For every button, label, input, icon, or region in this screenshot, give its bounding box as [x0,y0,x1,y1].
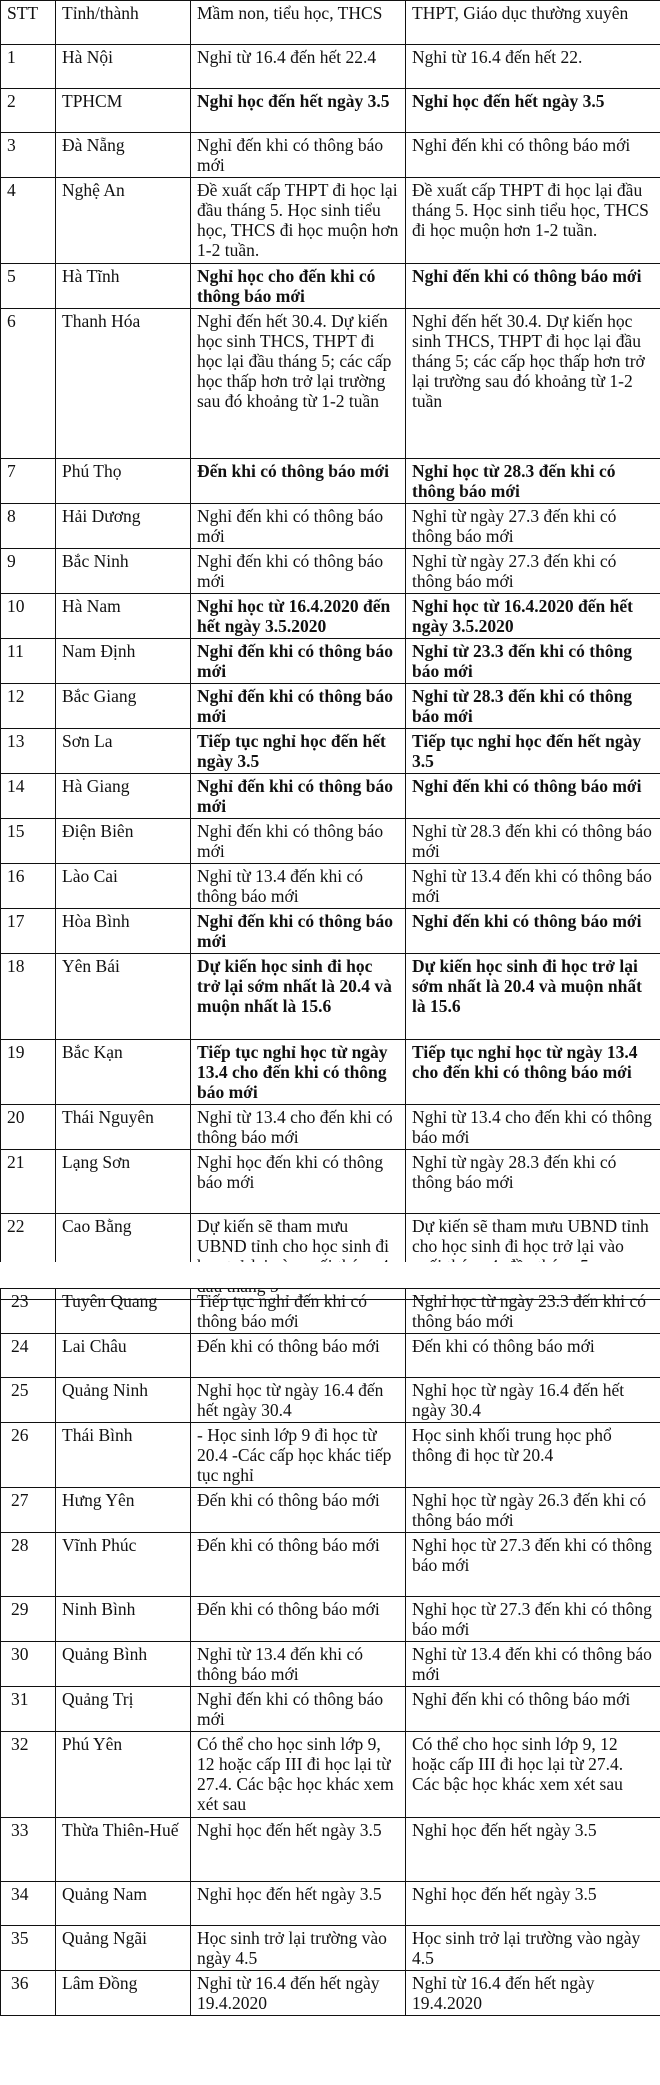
cell-secondary: Đề xuất cấp THPT đi học lại đầu tháng 5. Học sinh tiểu học, THCS đi học muộn hơn 1-2 tuần. [406,178,660,264]
table-body-part-2 [1,1289,660,2016]
cell-primary: Nghỉ đến khi có thông báo mới [191,819,406,864]
table-row [1,133,660,178]
cell-primary: Đề xuất cấp THPT đi học lại đầu tháng 5. Học sinh tiểu học, THCS đi học muộn hơn 1-2 tuần. [191,178,406,264]
cell-stt: 28 [1,1533,56,1597]
cell-stt: 11 [1,639,56,684]
table-row [1,549,660,594]
closure-table-part-2 [0,1288,660,2016]
cell-primary: Tiếp tục nghỉ học từ ngày 13.4 cho đến khi có thông báo mới [191,1040,406,1105]
cell-province: Hà Nội [56,45,191,89]
cell-secondary: Nghỉ từ 13.4 cho đến khi có thông báo mới [406,1105,660,1150]
cell-primary: Có thể cho học sinh lớp 9, 12 hoặc cấp III đi học lại từ 27.4. Các bậc học khác xem xét sau [191,1732,406,1818]
cell-stt: 14 [1,774,56,819]
cell-stt: 21 [1,1150,56,1214]
cell-secondary: Nghỉ từ ngày 28.3 đến khi có thông báo mới [406,1150,660,1214]
cell-primary: Nghỉ đến khi có thông báo mới [191,639,406,684]
cell-secondary: Nghỉ học từ ngày 23.3 đến khi có thông báo mới [406,1289,660,1334]
cell-primary: Tiếp tục nghỉ học đến hết ngày 3.5 [191,729,406,774]
cell-stt: 12 [1,684,56,729]
cell-secondary: Dự kiến học sinh đi học trở lại sớm nhất là 20.4 và muộn nhất là 15.6 [406,954,660,1040]
cell-province: Lạng Sơn [56,1150,191,1214]
cell-stt: 16 [1,864,56,909]
table-row [1,264,660,309]
cell-stt: 2 [1,89,56,133]
cell-province: Quảng Ninh [56,1378,191,1423]
table-row [1,819,660,864]
cell-secondary: Nghỉ đến khi có thông báo mới [406,1687,660,1732]
table-row [1,1818,660,1882]
header-province: Tỉnh/thành [56,1,191,45]
cell-secondary: Nghỉ đến khi có thông báo mới [406,909,660,954]
cell-stt: 33 [1,1818,56,1882]
cell-secondary: Học sinh khối trung học phổ thông đi học từ 20.4 [406,1423,660,1488]
table-body-part-1 [1,45,660,1300]
cell-primary: Nghỉ học đến hết ngày 3.5 [191,89,406,133]
cell-secondary: Tiếp tục nghỉ học đến hết ngày 3.5 [406,729,660,774]
cell-stt: 35 [1,1926,56,1971]
table-row [1,1334,660,1378]
cell-secondary: Nghỉ từ ngày 27.3 đến khi có thông báo mới [406,549,660,594]
cell-secondary: Nghỉ học đến hết ngày 3.5 [406,1882,660,1926]
table-row [1,45,660,89]
cell-secondary: Nghỉ đến khi có thông báo mới [406,133,660,178]
cell-province: Phú Thọ [56,459,191,504]
table-row [1,909,660,954]
cell-stt: 32 [1,1732,56,1818]
cell-secondary: Nghỉ từ 28.3 đến khi có thông báo mới [406,684,660,729]
cell-primary: Đến khi có thông báo mới [191,1533,406,1597]
cell-secondary: Nghỉ học từ 27.3 đến khi có thông báo mới [406,1533,660,1597]
cell-province: Hà Tĩnh [56,264,191,309]
header-secondary: THPT, Giáo dục thường xuyên [406,1,660,45]
cell-province: Quảng Ngãi [56,1926,191,1971]
cell-province: Lai Châu [56,1334,191,1378]
cell-province: Quảng Nam [56,1882,191,1926]
cell-secondary: Nghỉ từ ngày 27.3 đến khi có thông báo mới [406,504,660,549]
cell-secondary: Dự kiến sẽ tham mưu UBND tỉnh cho học sinh đi học trở lại vào [406,1214,660,1300]
table-row [1,774,660,819]
cell-stt: 34 [1,1882,56,1926]
cell-province: Bắc Giang [56,684,191,729]
cell-primary: Nghỉ đến khi có thông báo mới [191,133,406,178]
table-row [1,1289,660,1334]
cell-province: Tuyên Quang [56,1289,191,1334]
cell-stt: 1 [1,45,56,89]
cell-stt: 5 [1,264,56,309]
cell-primary: Nghỉ từ 16.4 đến hết 22.4 [191,45,406,89]
cell-stt: 20 [1,1105,56,1150]
cell-province: Thừa Thiên-Huế [56,1818,191,1882]
table-row [1,1150,660,1214]
table-row [1,1687,660,1732]
cell-stt: 18 [1,954,56,1040]
cell-secondary: Nghỉ học từ 16.4.2020 đến hết ngày 3.5.2020 [406,594,660,639]
cell-stt: 9 [1,549,56,594]
table-row [1,309,660,459]
cell-province: Yên Bái [56,954,191,1040]
table-row [1,684,660,729]
cell-secondary: Nghỉ từ 28.3 đến khi có thông báo mới [406,819,660,864]
cell-secondary: Nghỉ học từ ngày 16.4 đến hết ngày 30.4 [406,1378,660,1423]
cell-province: Hà Nam [56,594,191,639]
cell-primary: Nghỉ học từ ngày 16.4 đến hết ngày 30.4 [191,1378,406,1423]
cell-province: Đà Nẵng [56,133,191,178]
cell-stt: 8 [1,504,56,549]
cell-secondary: Nghỉ học từ ngày 26.3 đến khi có thông báo mới [406,1488,660,1533]
cell-primary: Nghỉ từ 16.4 đến hết ngày 19.4.2020 [191,1971,406,2016]
table-row [1,729,660,774]
cell-primary: Nghỉ học đến hết ngày 3.5 [191,1882,406,1926]
table-row [1,1378,660,1423]
cell-stt: 30 [1,1642,56,1687]
table-row [1,864,660,909]
cell-primary: Nghỉ từ 13.4 cho đến khi có thông báo mới [191,1105,406,1150]
cell-secondary: Nghỉ học từ 28.3 đến khi có thông báo mới [406,459,660,504]
table-row [1,1732,660,1818]
cell-province: TPHCM [56,89,191,133]
cell-secondary: Nghỉ từ 16.4 đến hết 22. [406,45,660,89]
cell-primary: - Học sinh lớp 9 đi học từ 20.4 -Các cấp học khác tiếp tục nghỉ [191,1423,406,1488]
cell-stt: 7 [1,459,56,504]
cell-stt: 24 [1,1334,56,1378]
table-row [1,594,660,639]
cell-province: Phú Yên [56,1732,191,1818]
cell-province: Quảng Bình [56,1642,191,1687]
table-row [1,504,660,549]
cell-province: Sơn La [56,729,191,774]
cell-province: Hòa Bình [56,909,191,954]
cell-stt: 6 [1,309,56,459]
cell-province: Hà Giang [56,774,191,819]
table-row [1,1488,660,1533]
cell-province: Ninh Bình [56,1597,191,1642]
cell-stt: 4 [1,178,56,264]
cell-secondary: Nghỉ từ 13.4 đến khi có thông báo mới [406,864,660,909]
cell-stt: 15 [1,819,56,864]
cell-province: Thanh Hóa [56,309,191,459]
cell-secondary: Nghỉ đến hết 30.4. Dự kiến học sinh THCS, THPT đi học lại đầu tháng 5; các cấp học thấp hơn trở lại trường sau đó khoảng từ 1-2 tuần [406,309,660,459]
cell-province: Cao Bằng [56,1214,191,1300]
cell-primary: Dự kiến học sinh đi học trở lại sớm nhất là 20.4 và muộn nhất là 15.6 [191,954,406,1040]
cell-secondary: Nghỉ từ 23.3 đến khi có thông báo mới [406,639,660,684]
cell-primary: Nghỉ học đến khi có thông báo mới [191,1150,406,1214]
table-row [1,459,660,504]
cell-province: Nghệ An [56,178,191,264]
cell-stt: 25 [1,1378,56,1423]
cell-stt: 29 [1,1597,56,1642]
table-row [1,1533,660,1597]
cell-primary: Nghỉ đến hết 30.4. Dự kiến học sinh THCS, THPT đi học lại đầu tháng 5; các cấp học thấp hơn trở lại trường sau đó khoảng từ 1-2 tuần [191,309,406,459]
cell-primary: Nghỉ đến khi có thông báo mới [191,549,406,594]
cell-secondary: Học sinh trở lại trường vào ngày 4.5 [406,1926,660,1971]
cell-primary: Nghỉ học cho đến khi có thông báo mới [191,264,406,309]
cell-stt: 36 [1,1971,56,2016]
cell-secondary: Nghỉ từ 16.4 đến hết ngày 19.4.2020 [406,1971,660,2016]
cell-primary: Nghỉ đến khi có thông báo mới [191,909,406,954]
cell-stt: 27 [1,1488,56,1533]
table-row [1,1105,660,1150]
cell-stt: 19 [1,1040,56,1105]
page-break-gap [0,1262,660,1288]
table-row [1,1642,660,1687]
cell-stt: 23 [1,1289,56,1334]
cell-province: Quảng Trị [56,1687,191,1732]
cell-primary: Đến khi có thông báo mới [191,1334,406,1378]
cell-secondary: Nghỉ học từ 27.3 đến khi có thông báo mới [406,1597,660,1642]
cell-stt: 22 [1,1214,56,1300]
cell-primary: Nghỉ từ 13.4 đến khi có thông báo mới [191,1642,406,1687]
cell-primary: Nghỉ đến khi có thông báo mới [191,774,406,819]
cell-secondary: Có thể cho học sinh lớp 9, 12 hoặc cấp III đi học lại từ 27.4. Các bậc học khác xem xét sau [406,1732,660,1818]
cell-secondary: Nghỉ học đến hết ngày 3.5 [406,89,660,133]
table-row [1,1423,660,1488]
cell-primary: Nghỉ đến khi có thông báo mới [191,684,406,729]
cell-primary: Nghỉ đến khi có thông báo mới [191,504,406,549]
table-row [1,1882,660,1926]
cell-province: Thái Nguyên [56,1105,191,1150]
cell-province: Lâm Đồng [56,1971,191,2016]
cell-stt: 17 [1,909,56,954]
header-stt: STT [1,1,56,45]
table-row [1,1597,660,1642]
cell-secondary: Nghỉ học đến hết ngày 3.5 [406,1818,660,1882]
cell-stt: 10 [1,594,56,639]
cell-province: Vĩnh Phúc [56,1533,191,1597]
cell-secondary: Nghỉ đến khi có thông báo mới [406,774,660,819]
cell-primary: Học sinh trở lại trường vào ngày 4.5 [191,1926,406,1971]
cell-primary: Nghỉ học đến hết ngày 3.5 [191,1818,406,1882]
cell-province: Nam Định [56,639,191,684]
table-row [1,89,660,133]
cell-secondary: Tiếp tục nghỉ học từ ngày 13.4 cho đến khi có thông báo mới [406,1040,660,1105]
table-row [1,1926,660,1971]
cell-province: Bắc Ninh [56,549,191,594]
cell-primary: Tiếp tục nghỉ đến khi có thông báo mới [191,1289,406,1334]
cell-province: Lào Cai [56,864,191,909]
table-row [1,1971,660,2016]
cell-primary: Nghỉ từ 13.4 đến khi có thông báo mới [191,864,406,909]
cell-secondary: Nghỉ từ 13.4 đến khi có thông báo mới [406,1642,660,1687]
table-row [1,954,660,1040]
cell-secondary: Đến khi có thông báo mới [406,1334,660,1378]
cell-stt: 3 [1,133,56,178]
cell-primary: Đến khi có thông báo mới [191,1488,406,1533]
header-primary: Mầm non, tiểu học, THCS [191,1,406,45]
cell-province: Bắc Kạn [56,1040,191,1105]
cell-primary: Nghỉ đến khi có thông báo mới [191,1687,406,1732]
cell-stt: 31 [1,1687,56,1732]
cell-province: Hải Dương [56,504,191,549]
cell-stt: 13 [1,729,56,774]
cell-province: Hưng Yên [56,1488,191,1533]
table-row [1,639,660,684]
cell-stt: 26 [1,1423,56,1488]
table-row [1,178,660,264]
cell-province: Thái Bình [56,1423,191,1488]
cell-primary: Đến khi có thông báo mới [191,1597,406,1642]
cell-primary: Nghỉ học từ 16.4.2020 đến hết ngày 3.5.2020 [191,594,406,639]
cell-primary: Đến khi có thông báo mới [191,459,406,504]
cell-primary: Dự kiến sẽ tham mưu UBND tỉnh cho học sinh đi [191,1214,406,1300]
table-row [1,1040,660,1105]
header-row [1,1,660,45]
cell-province: Điện Biên [56,819,191,864]
cell-secondary: Nghỉ đến khi có thông báo mới [406,264,660,309]
